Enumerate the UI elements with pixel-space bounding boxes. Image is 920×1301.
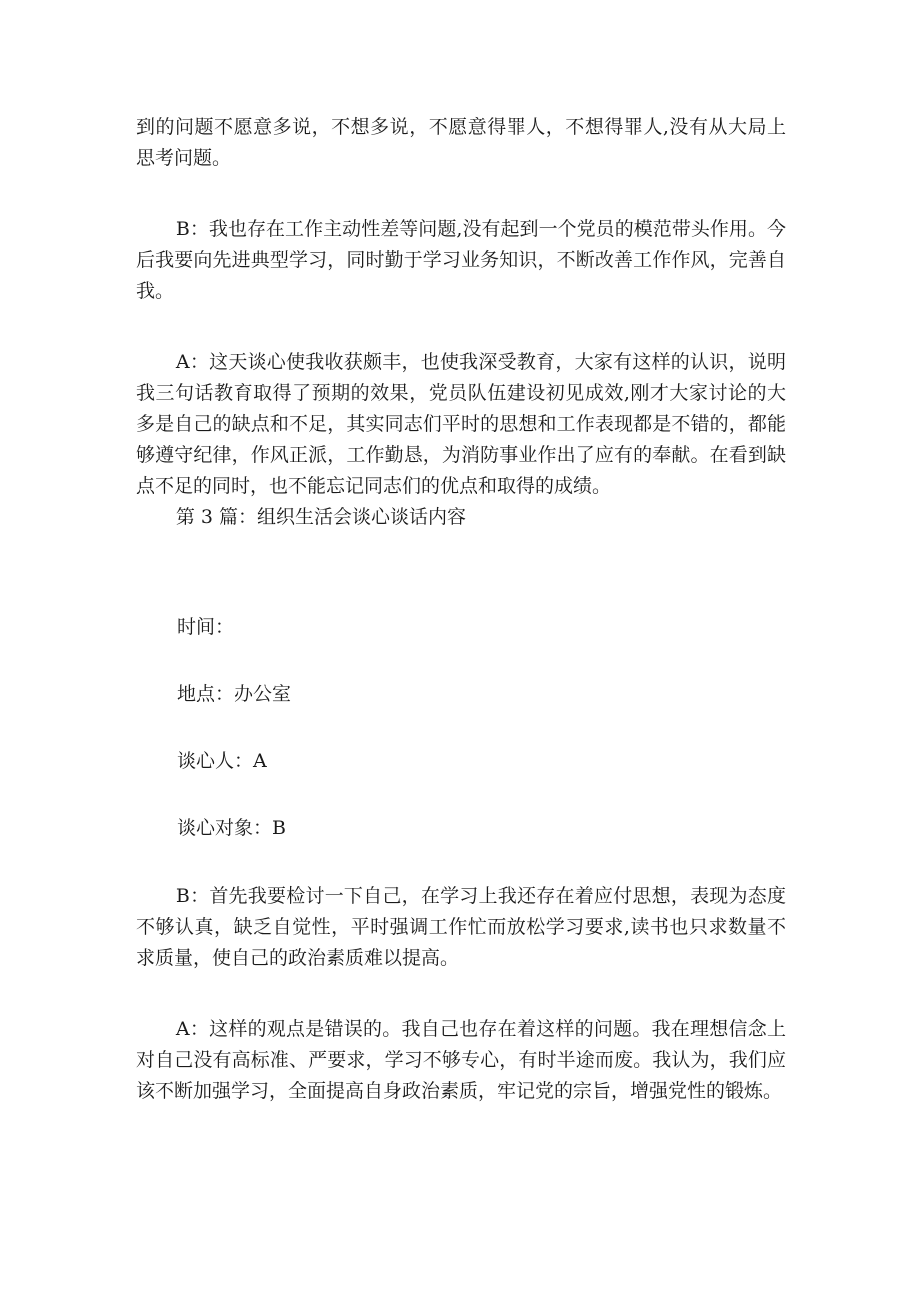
meta-place: 地点：办公室	[177, 683, 292, 705]
meta-time: 时间：	[177, 616, 235, 638]
paragraph-a-reply: A：这样的观点是错误的。我自己也存在着这样的问题。我在理想信念上对自己没有高标准、严要求，学习不够专心，有时半途而废。我认为，我们应该不断加强学习，全面提高自身政治素质，牢记党的宗旨，增强党性的锻炼。	[136, 1018, 786, 1102]
document-page	[136, 112, 786, 1107]
paragraph-continuation: 到的问题不愿意多说，不想多说，不愿意得罪人，不想得罪人,没有从大局上思考问题。	[136, 116, 786, 169]
meta-target: 谈心对象：B	[177, 817, 286, 839]
meta-talker: 谈心人：A	[177, 750, 267, 772]
paragraph-b-selfcheck: B：首先我要检讨一下自己，在学习上我还存在着应付思想，表现为态度不够认真，缺乏自觉性，平时强调工作忙而放松学习要求,读书也只求数量不求质量，使自己的政治素质难以提高。	[136, 885, 786, 969]
paragraph-b-response: B：我也存在工作主动性差等问题,没有起到一个党员的模范带头作用。今后我要向先进典型学习，同时勤于学习业务知识，不断改善工作作风，完善自我。	[136, 218, 786, 302]
paragraph-a-summary: A：这天谈心使我收获颇丰，也使我深受教育，大家有这样的认识，说明我三句话教育取得了预期的效果，党员队伍建设初见成效,刚才大家讨论的大多是自己的缺点和不足，其实同志们平时的思想和工作表现都是不错的，都能够遵守纪律，作风正派，工作勤恳，为消防事业作出了应有的奉献。在看到缺点不足的同时，也不能忘记同志们的优点和取得的成绩。	[136, 351, 786, 497]
section-heading: 第 3 篇：组织生活会谈心谈话内容	[175, 506, 467, 528]
